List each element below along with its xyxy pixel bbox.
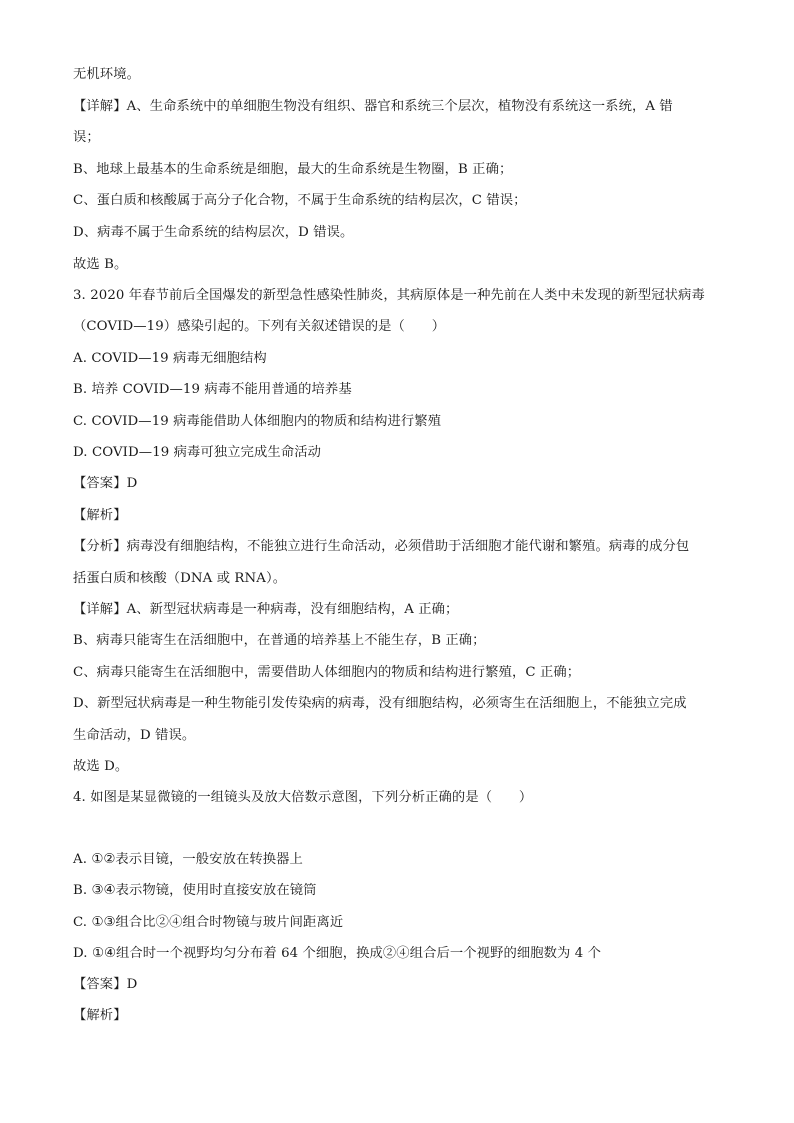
- text-line: 无机环境。: [73, 67, 140, 82]
- text-line: 【详解】A、生命系统中的单细胞生物没有组织、器官和系统三个层次，植物没有系统这一系统，A 错: [73, 99, 673, 114]
- question-3-stem: 3. 2020 年春节前后全国爆发的新型急性感染性肺炎，其病原体是一种先前在人类中未发现的新型冠状病毒: [73, 288, 705, 303]
- text-line: D、新型冠状病毒是一种生物能引发传染病的病毒，没有细胞结构，必须寄生在活细胞上，不能独立完成: [73, 696, 687, 711]
- text-line: 误；: [73, 130, 100, 145]
- text-line: 故选 B。: [73, 257, 128, 272]
- answer-label: 【答案】D: [73, 977, 138, 992]
- text-line: B、病毒只能寄生在活细胞中，在普通的培养基上不能生存，B 正确；: [73, 633, 486, 648]
- option-d: D. COVID—19 病毒可独立完成生命活动: [73, 445, 322, 460]
- text-line: D、病毒不属于生命系统的结构层次，D 错误。: [73, 225, 354, 240]
- option-c: C. ①③组合比②④组合时物镜与玻片间距离近: [73, 915, 344, 930]
- analysis-label: 【解析】: [73, 508, 127, 523]
- question-4-stem: 4. 如图是某显微镜的一组镜头及放大倍数示意图，下列分析正确的是（ ）: [73, 790, 533, 805]
- option-a: A. COVID—19 病毒无细胞结构: [73, 351, 267, 366]
- option-b: B. 培养 COVID—19 病毒不能用普通的培养基: [73, 382, 352, 397]
- answer-label: 【答案】D: [73, 476, 138, 491]
- question-3-stem-cont: （COVID—19）感染引起的。下列有关叙述错误的是（ ）: [73, 319, 446, 334]
- option-c: C. COVID—19 病毒能借助人体细胞内的物质和结构进行繁殖: [73, 414, 442, 429]
- analysis-label: 【解析】: [73, 1008, 127, 1023]
- text-line: 【分析】病毒没有细胞结构，不能独立进行生命活动，必须借助于活细胞才能代谢和繁殖。病毒的成分包: [73, 539, 690, 554]
- text-line: C、蛋白质和核酸属于高分子化合物，不属于生命系统的结构层次，C 错误；: [73, 193, 527, 208]
- text-line: 括蛋白质和核酸（DNA 或 RNA）。: [73, 571, 287, 586]
- option-b: B. ③④表示物镜，使用时直接安放在镜筒: [73, 883, 317, 898]
- option-a: A. ①②表示目镜，一般安放在转换器上: [73, 852, 303, 867]
- text-line: B、地球上最基本的生命系统是细胞，最大的生命系统是生物圈，B 正确；: [73, 162, 513, 177]
- option-d: D. ①④组合时一个视野均匀分布着 64 个细胞，换成②④组合后一个视野的细胞数为 4 个: [73, 946, 602, 961]
- text-line: 生命活动，D 错误。: [73, 728, 196, 743]
- text-line: C、病毒只能寄生在活细胞中，需要借助人体细胞内的物质和结构进行繁殖，C 正确；: [73, 665, 581, 680]
- text-line: 【详解】A、新型冠状病毒是一种病毒，没有细胞结构，A 正确；: [73, 602, 459, 617]
- text-line: 故选 D。: [73, 759, 129, 774]
